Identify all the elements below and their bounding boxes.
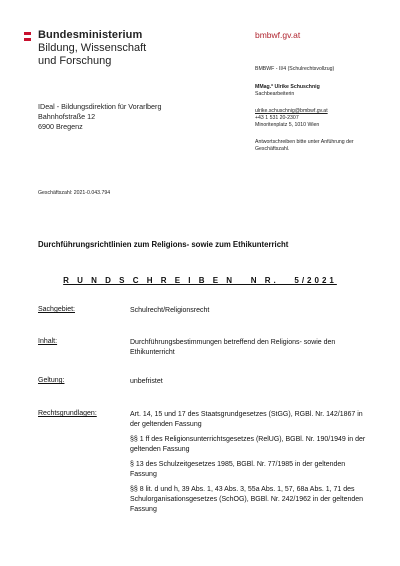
value-inhalt: Durchführungsbestimmungen betreffend den Religions- sowie den Ethikunterricht [130, 339, 336, 356]
reply-note-line-1: Antwortschreiben bitte unter Anführung der [255, 139, 354, 145]
rechtsgrundlage-item: Art. 14, 15 und 17 des Staatsgrundgesetzes (StGG), RGBl. Nr. 142/1867 in der geltenden Fassung [130, 411, 363, 428]
sender-role: Sachbearbeiterin [255, 91, 295, 97]
label-geltung: Geltung: [38, 377, 65, 384]
flag-band-bottom [24, 38, 31, 41]
circular-title-text: R U N D S C H R E I B E N N R. 5/2021 [63, 276, 337, 285]
value-sachgebiet: Schulrecht/Religionsrecht [130, 307, 210, 314]
sender-name: MMag.ª Ulrike Schuschnig [255, 84, 320, 90]
list-rechtsgrundlagen [130, 410, 370, 520]
label-sachgebiet: Sachgebiet: [38, 306, 75, 313]
website-link[interactable]: bmbwf.gv.at [255, 30, 301, 40]
value-geltung: unbefristet [130, 378, 163, 385]
label-rechtsgrundlagen: Rechtsgrundlagen: [38, 410, 97, 417]
sender-department: BMBWF - II/4 (Schulrechtsvollzug) [255, 66, 335, 72]
ministry-line-2: Bildung, Wissenschaft [38, 42, 147, 54]
reference-number: Geschäftszahl: 2021-0.043.794 [38, 190, 111, 196]
sender-address: Minoritenplatz 5, 1010 Wien [255, 122, 320, 128]
recipient-address [38, 102, 161, 132]
circular-title [0, 276, 400, 285]
recipient-line-2: Bahnhofstraße 12 [38, 112, 96, 121]
rechtsgrundlage-item: §§ 1 ff des Religionsunterrichtsgesetzes (RelUG), BGBl. Nr. 190/1949 in der geltenden Fassung [130, 436, 366, 453]
rechtsgrundlage-item: § 13 des Schulzeitgesetzes 1985, BGBl. Nr. 77/1985 in der geltenden Fassung [130, 461, 346, 478]
reply-note-line-2: Geschäftszahl. [255, 146, 290, 152]
ministry-name [38, 29, 146, 68]
recipient-line-3: 6900 Bregenz [38, 122, 83, 131]
label-inhalt: Inhalt: [38, 338, 58, 345]
sender-phone: +43 1 531 20-2307 [255, 115, 299, 121]
subject-heading: Durchführungsrichtlinien zum Religions- sowie zum Ethikunterricht [38, 240, 289, 249]
austrian-flag-logo [24, 32, 31, 41]
sender-email[interactable]: ulrike.schuschnig@bmbwf.gv.at [255, 108, 328, 114]
ministry-line-3: und Forschung [38, 55, 112, 67]
recipient-line-1: IDeal - Bildungsdirektion für Vorarlberg [38, 102, 162, 111]
ministry-line-1: Bundesministerium [38, 29, 143, 41]
rechtsgrundlage-item: §§ 8 lit. d und h, 39 Abs. 1, 43 Abs. 3, 55a Abs. 1, 57, 68a Abs. 1, 71 des Schulorganisationsgesetzes (SchOG), BGBl. Nr. 242/1962 in der geltenden Fassung [130, 486, 364, 513]
